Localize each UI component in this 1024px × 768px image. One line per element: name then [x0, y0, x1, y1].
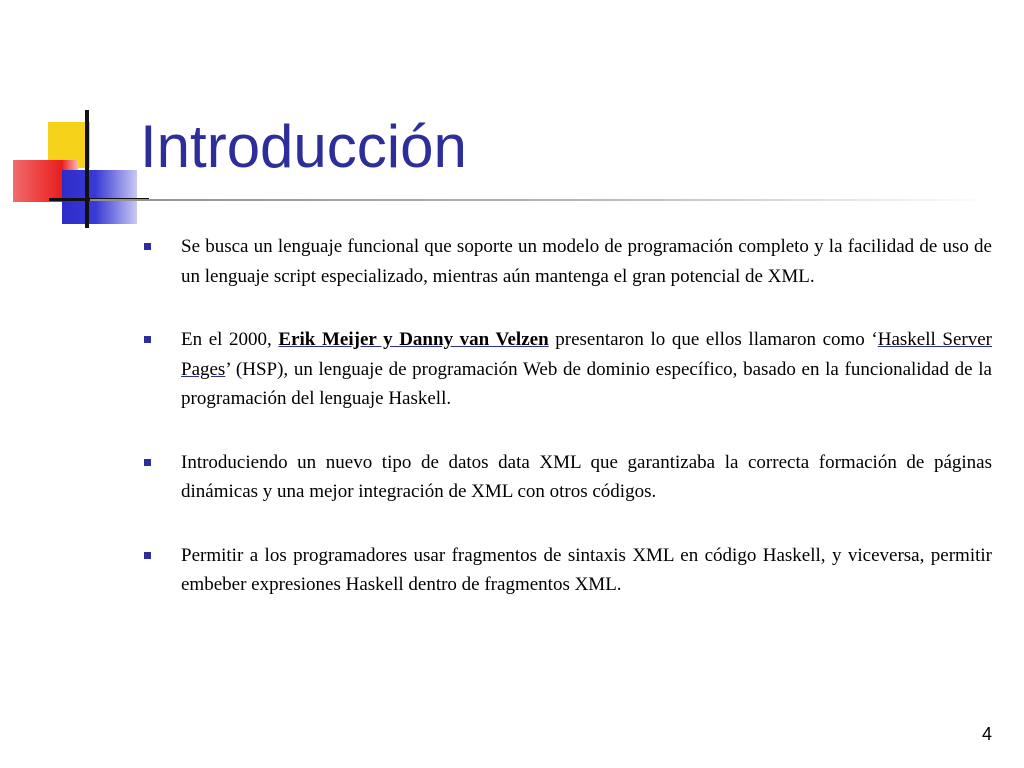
authors-link[interactable]: Erik Meijer y Danny van Velzen [278, 329, 549, 350]
logo-blue-square [62, 170, 137, 224]
bullet-text: Permitir a los programadores usar fragmentos de sintaxis XML en código Haskell, y viceversa, permitir embeber expresiones Haskell dentro de fragmentos XML. [181, 544, 992, 595]
bullet-square-icon [144, 459, 151, 466]
page-number: 4 [981, 724, 992, 744]
bullet-text-mid: presentaron lo que ellos llamaron como ‘ [548, 329, 878, 350]
bullet-text-post: ’ (HSP), un lenguaje de programación Web de dominio específico, basado en la funcionalidad de la programación del lenguaje Haskell. [181, 358, 992, 409]
bullet-text: Introduciendo un nuevo tipo de datos data XML que garantizaba la correcta formación de páginas dinámicas y una mejor integración de XML con otros códigos. [181, 451, 992, 502]
bullet-item-4 [140, 541, 992, 600]
logo-vertical-line [85, 110, 89, 228]
bullet-text: Se busca un lenguaje funcional que soporte un modelo de programación completo y la facilidad de uso de un lenguaje script especializado, mientras aún mantenga el gran potencial de XML. [181, 236, 992, 287]
slide-title: Introducción [140, 113, 467, 180]
bullet-item-1 [140, 232, 992, 291]
hsp-link[interactable]: Haskell Server Pages [181, 329, 992, 380]
bullet-square-icon [144, 336, 151, 343]
bullet-square-icon [144, 552, 151, 559]
decorative-logo [0, 0, 150, 240]
bullet-square-icon [144, 243, 151, 250]
bullet-item-2 [140, 325, 992, 414]
bullet-item-3 [140, 448, 992, 507]
title-divider [90, 199, 995, 201]
bullet-text-pre: En el 2000, [181, 329, 279, 350]
bullet-list [140, 232, 992, 600]
